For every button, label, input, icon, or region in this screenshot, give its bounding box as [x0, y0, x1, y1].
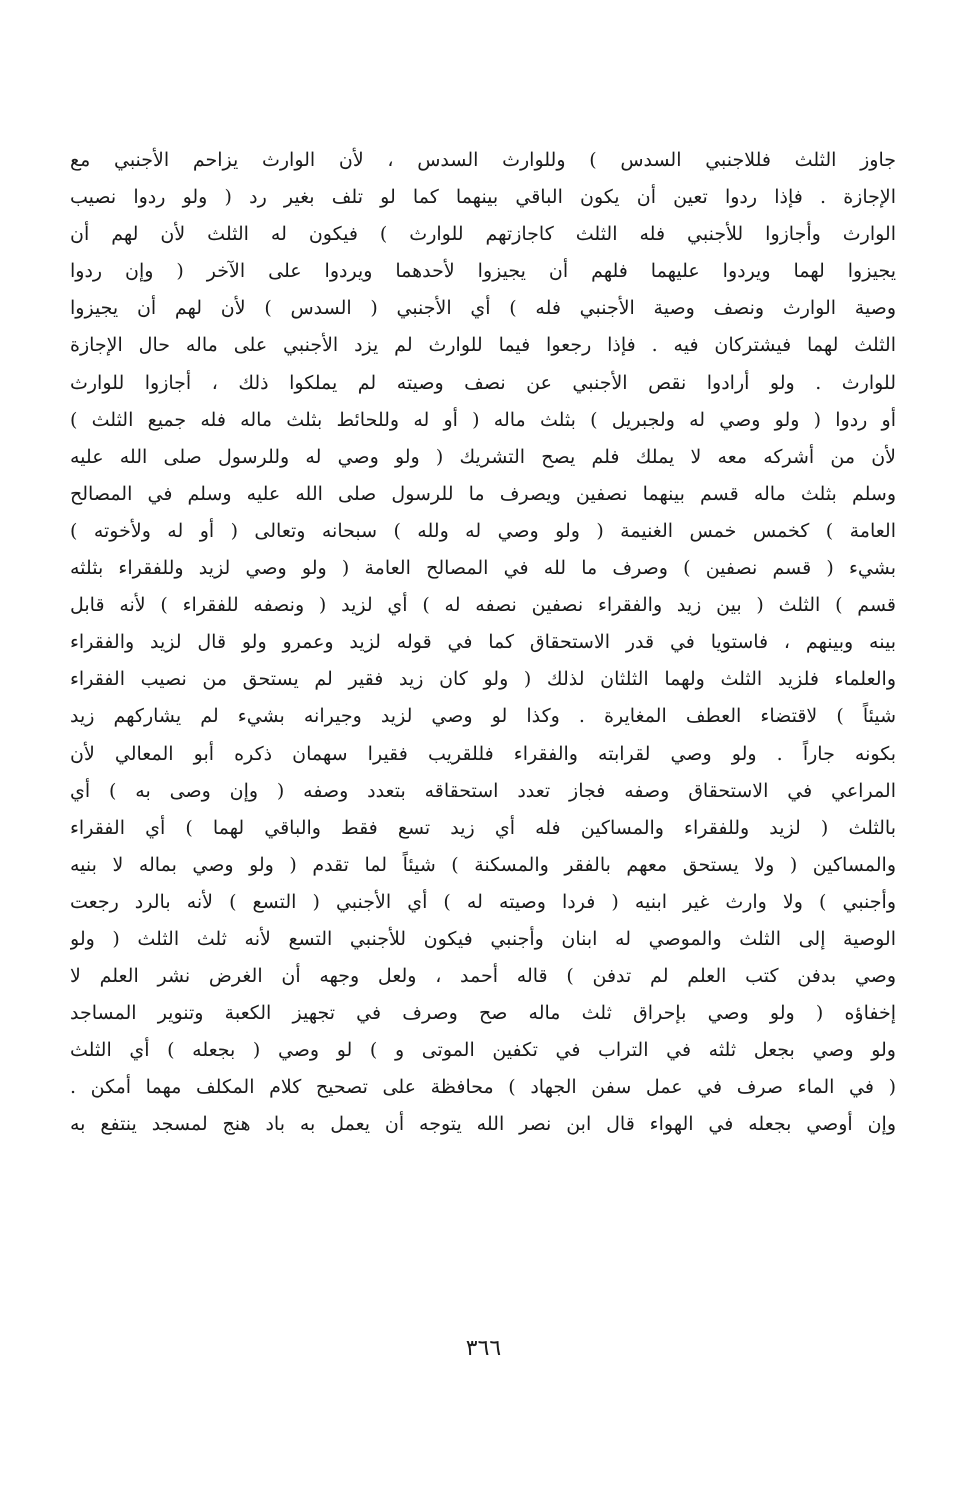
- text-line: لأن من أشركه معه لا يملك فلم يصح التشريك ( ولو وصي له وللرسول صلى الله عليه: [70, 445, 896, 468]
- text-line: الوصية إلى الثلث والموصي له ابنان وأجنبي فيكون للأجنبي التسع لأنه ثلث الثلث ( ولو: [70, 927, 896, 950]
- text-line: وإن أوصي بجعله في الهواء قال ابن نصر الله يتوجه أن يعمل به باد هنج لمسجد ينتفع به: [70, 1113, 896, 1136]
- text-line: العامة ) كخمس خمس الغنيمة ( ولو وصي له ولله ) سبحانه وتعالى ( أو له ولأخوته ): [70, 519, 896, 542]
- text-line: وسلم بثلث ماله قسم بينهما نصفين ويصرف ما للرسول صلى الله عليه وسلم في المصالح: [70, 482, 896, 505]
- text-line: شيئاً ) لاقتضاء العطف المغايرة . وكذا لو وصي لزيد وجيرانه بشيء لم يشاركهم زيد: [70, 705, 896, 728]
- text-line: يجيزوا لهما ويردوا عليهما فلهم أن يجيزوا لأحدهما ويردوا على الآخر ( وإن ردوا: [70, 260, 896, 283]
- page-number: ٣٦٦: [465, 1336, 502, 1361]
- text-line: أو ردوا ( ولو وصي له ولجبريل ) بثلث ماله ( أو له وللحائط بثلث ماله فله جميع الثلث ): [70, 408, 896, 431]
- text-line: ( في الماء صرف في عمل سفن الجهاد ) محافظة على تصحيح كلام المكلف مهما أمكن .: [70, 1076, 896, 1099]
- text-line: وصية الوارث ونصف وصية الأجنبي فله ) أي الأجنبي ( السدس ) لأن لهم أن يجيزوا: [70, 297, 896, 320]
- text-line: بكونه جاراً . ولو وصي لقرابته والفقراء فللقريب فقيرا سهمان ذكره أبو المعالي لأن: [70, 742, 896, 765]
- text-line: الثلث لهما فيشتركان فيه . فإذا رجعوا فيما للوارث لم يزد الأجنبي على ماله حال الإجازة: [70, 334, 896, 357]
- text-line: جاوز الثلث فللاجنبي السدس ) وللوارث السدس ، لأن الوارث يزاحم الأجنبي مع: [70, 149, 896, 171]
- text-line: بالثلث ( لزيد وللفقراء والمساكين فله أي زيد تسع فقط والباقي لهما ) أي الفقراء: [70, 816, 896, 839]
- text-line: الإجازة . فإذا ردوا تعين أن يكون الباقي بينهما كما لو تلف بغير رد ( ولو ردوا نصيب: [70, 186, 896, 209]
- text-line: بينه وبينهم ، فاستويا في قدر الاستحقاق كما في قوله لزيد وعمرو ولو قال لزيد والفقراء: [70, 631, 896, 654]
- text-line: والعلماء فلزيد الثلث ولهما الثلثان لذلك ( ولو كان زيد فقير لم يستحق من نصيب الفقراء: [70, 668, 896, 691]
- text-line: ولو وصي بجعل ثلثه في التراب في تكفين الموتى و ) لو وصي ( بجعله ) أي الثلث: [70, 1039, 896, 1062]
- text-line: والمساكين ( ولا يستحق معهم بالفقر والمسكنة ) شيئاً لما تقدم ( ولو وصي بماله لا بنيه: [70, 853, 896, 876]
- text-line: للوارث . ولو أرادوا نقص الأجنبي عن نصف وصيته لم يملكوا ذلك ، أجازوا للوارث: [70, 371, 896, 394]
- text-line: إخفاؤه ( ولو وصي بإحراق ثلث ماله صح وصرف في تجهيز الكعبة وتنوير المساجد: [70, 1002, 896, 1025]
- text-line: قسم ) الثلث ( بين زيد والفقراء نصفين نصفه له ) أي لزيد ( ونصفه للفقراء ) لأنه قابل: [70, 594, 896, 617]
- text-line: المراعي في الاستحقاق وصفه فجاز تعدد استحقاقه بتعدد وصفه ( وإن وصى به ) أي: [70, 779, 896, 802]
- body-text: [70, 142, 896, 1144]
- text-line: بشيء ( قسم نصفين ) وصرف ما لله في المصالح العامة ( ولو وصي لزيد وللفقراء بثلثه: [70, 557, 896, 580]
- text-line: الوارث وأجازوا للأجنبي فله الثلث كاجازتهم للوارث ) فيكون له الثلث لأن لهم أن: [70, 223, 896, 246]
- text-line: وصي بدفن كتب العلم لم تدفن ) قاله أحمد ، ولعل وجهه أن الغرض نشر العلم لا: [70, 965, 896, 988]
- text-line: وأجنبي ) ولا وارث غير ابنيه ( فردا وصيته له ) أي الأجنبي ( التسع ) لأنه بالرد رجعت: [70, 890, 896, 913]
